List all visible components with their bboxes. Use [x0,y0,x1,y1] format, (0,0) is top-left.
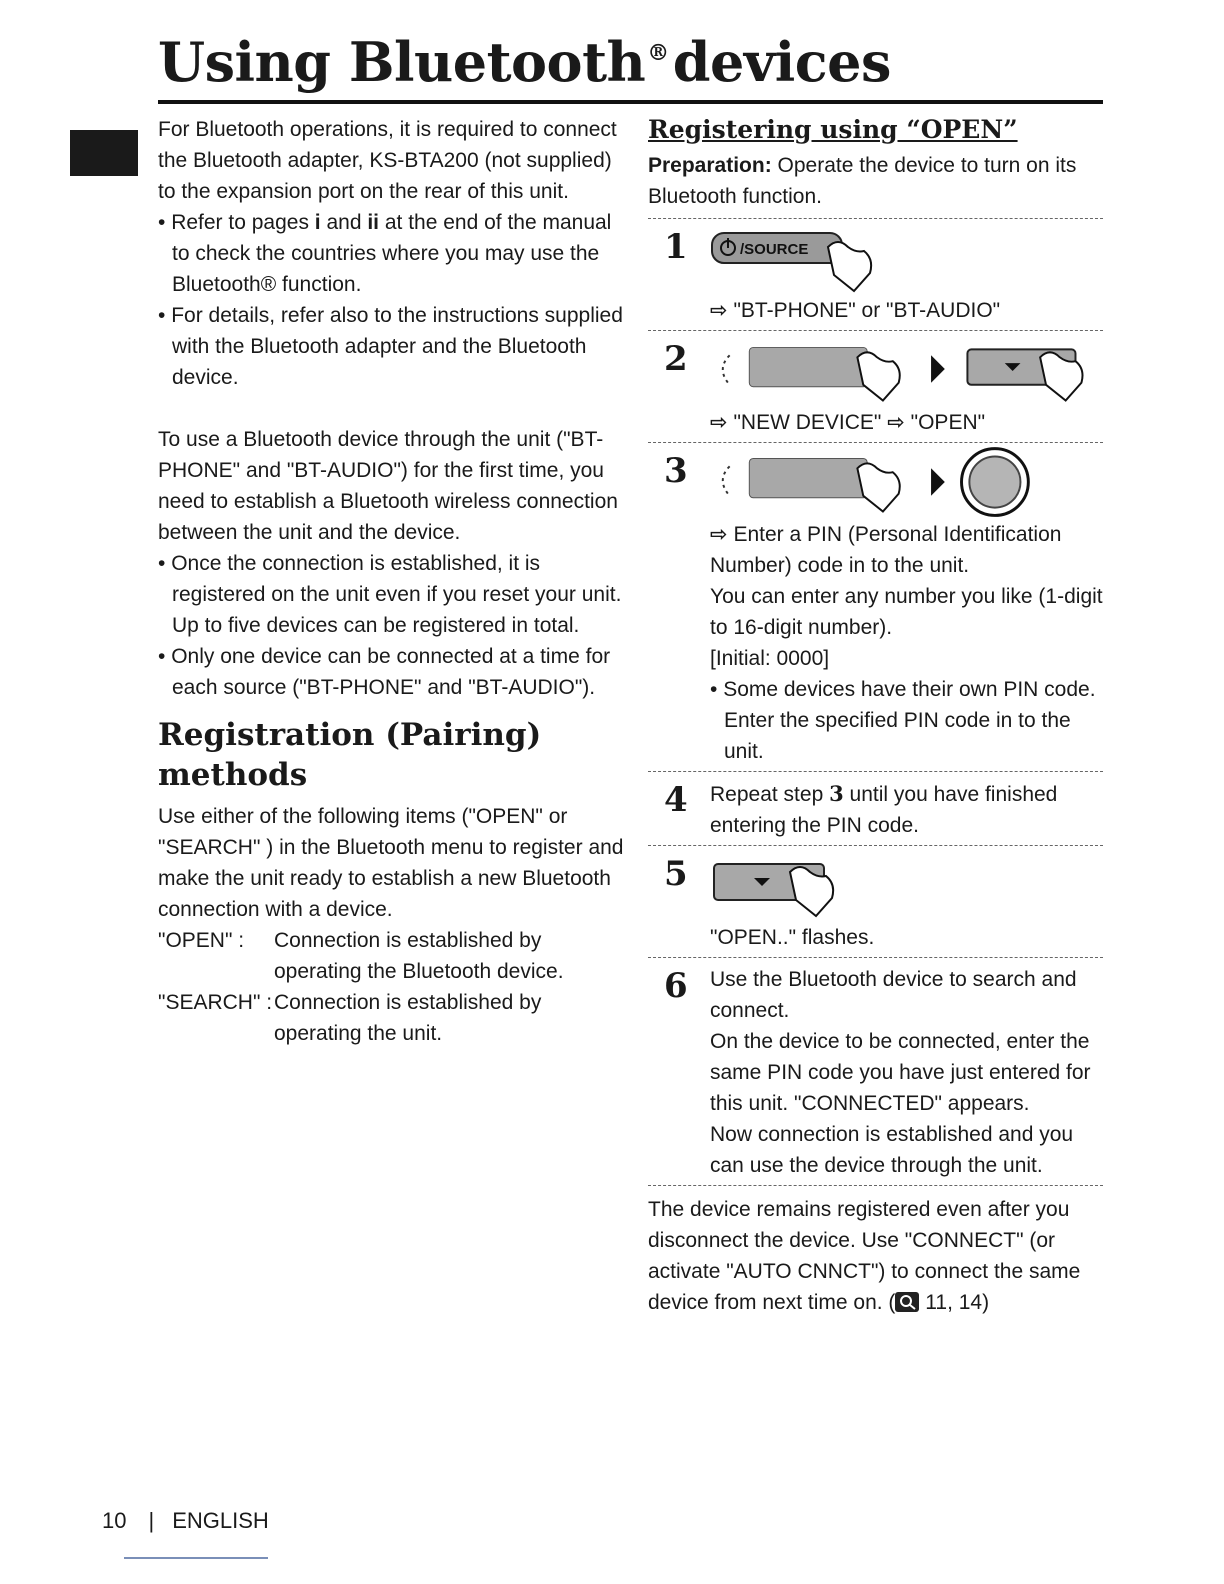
def-open: "OPEN" : Connection is established by operating the Bluetooth device. [158,929,564,983]
first-time-text: To use a Bluetooth device through the unit ("BT-PHONE" and "BT-AUDIO") for the first time, you need to establish a Bluetooth wireless connection between the unit and the device. [158,428,618,544]
methods-intro: Use either of the following items ("OPEN" or "SEARCH" ) in the Bluetooth menu to register and make the unit ready to establish a new Bluetooth connection with a device. [158,805,624,921]
step-3-any-number: You can enter any number you like (1-digit to 16-digit number). [710,585,1103,639]
press-hand-icon [857,463,899,511]
right-column [648,114,1103,1318]
step-3-illustration [710,444,1103,524]
step-6-line1: Use the Bluetooth device to search and connect. [710,968,1077,1022]
step-5: 5 "OPEN.." flashes. [648,845,1103,957]
step-4: 4 Repeat step 3 until you have finished entering the PIN code. [648,771,1103,845]
bullet-refer-pages: • Refer to pages i and ii at the end of the manual to check the countries where you may use the Bluetooth® function. [158,211,612,296]
bullet-one-device: • Only one device can be connected at a time for each source ("BT-PHONE" and "BT-AUDIO"). [158,645,611,699]
page-number: 10 [102,1508,127,1533]
bullet-registered: • Once the connection is established, it is registered on the unit even if you reset your unit. Up to five devices can be registered in total. [158,552,622,637]
magnifier-ref-icon [895,1292,919,1312]
intro-text: For Bluetooth operations, it is required to connect the Bluetooth adapter, KS-BTA200 (not supplied) to the expansion port on the rear of this unit. [158,118,617,203]
next-arrow-icon [931,468,945,496]
footer-separator: | [148,1508,155,1533]
source-button-illustration [710,225,880,295]
page-title: Using Bluetooth®devices [158,30,891,94]
rotate-hint-icon [723,466,730,495]
step-3-bullet: • Some devices have their own PIN code. Enter the specified PIN code in to the unit. [710,678,1096,763]
next-arrow-icon [931,355,945,383]
rotate-hint-icon [723,355,730,384]
control-dial-icon [962,449,1029,516]
footer-language: ENGLISH [172,1508,269,1533]
step-6: 6 Use the Bluetooth device to search and connect. On the device to be connected, enter the same PIN code you have just entered for this unit. "CONNECTED" appears. Now connection is established and you can use the device through the unit. [648,957,1103,1186]
step-3-initial: [Initial: 0000] [710,647,830,670]
step-3: 3 ⇨ Enter a PIN (Personal Identification Number) code in to the unit. You can enter any number you like (1-digit to 16-digit number). [Initial: 0000] • Some devices have their own PIN code. Enter the specified PIN code in to the unit. [648,442,1103,771]
title-rule [158,100,1103,104]
left-column [158,114,628,1049]
step-5-illustration [710,852,870,922]
methods-heading: Registration (Pairing) methods [158,717,542,793]
press-hand-icon [790,867,833,916]
step-2-result: ⇨ "NEW DEVICE" ⇨ "OPEN" [710,411,986,434]
press-hand-icon [828,242,871,291]
step-2: 2 ⇨ "NEW DEVICE" ⇨ "OPEN" [648,330,1103,442]
step-1-result: ⇨ "BT-PHONE" or "BT-AUDIO" [710,299,1001,322]
step-6-line2: On the device to be connected, enter the same PIN code you have just entered for this unit. "CONNECTED" appears. [710,1030,1091,1115]
step-5-text: "OPEN.." flashes. [710,926,875,949]
bullet-details: • For details, refer also to the instructions supplied with the Bluetooth adapter and the Bluetooth device. [158,304,623,389]
press-hand-icon [857,352,899,400]
page-footer [102,1508,269,1534]
step-1: 1 /SOURCE ⇨ "BT-PHONE" or "BT-AUDIO" [648,218,1103,330]
step-3-enter-pin: ⇨ Enter a PIN (Personal Identification Number) code in to the unit. [710,523,1062,577]
select-buttons [749,347,867,386]
section-tab-marker [70,130,138,176]
open-subheading: Registering using “OPEN” [648,115,1018,144]
preparation: Preparation: Operate the device to turn on its Bluetooth function. [648,154,1077,208]
remains-registered-note: The device remains registered even after you disconnect the device. Use "CONNECT" (or activate "AUTO CNNCT") to connect the same device from next time on. ( 11, 14) [648,1198,1081,1314]
select-buttons [749,458,867,497]
footer-rule [124,1557,268,1559]
def-search: "SEARCH" : Connection is established by operating the unit. [158,991,542,1045]
step-4-text: Repeat step 3 until you have finished entering the PIN code. [710,781,1058,837]
step-2-illustration [710,337,1103,407]
source-label: /SOURCE [740,241,809,258]
methods-definition-list [158,925,628,1049]
step-6-line3: Now connection is established and you can use the device through the unit. [710,1123,1074,1177]
